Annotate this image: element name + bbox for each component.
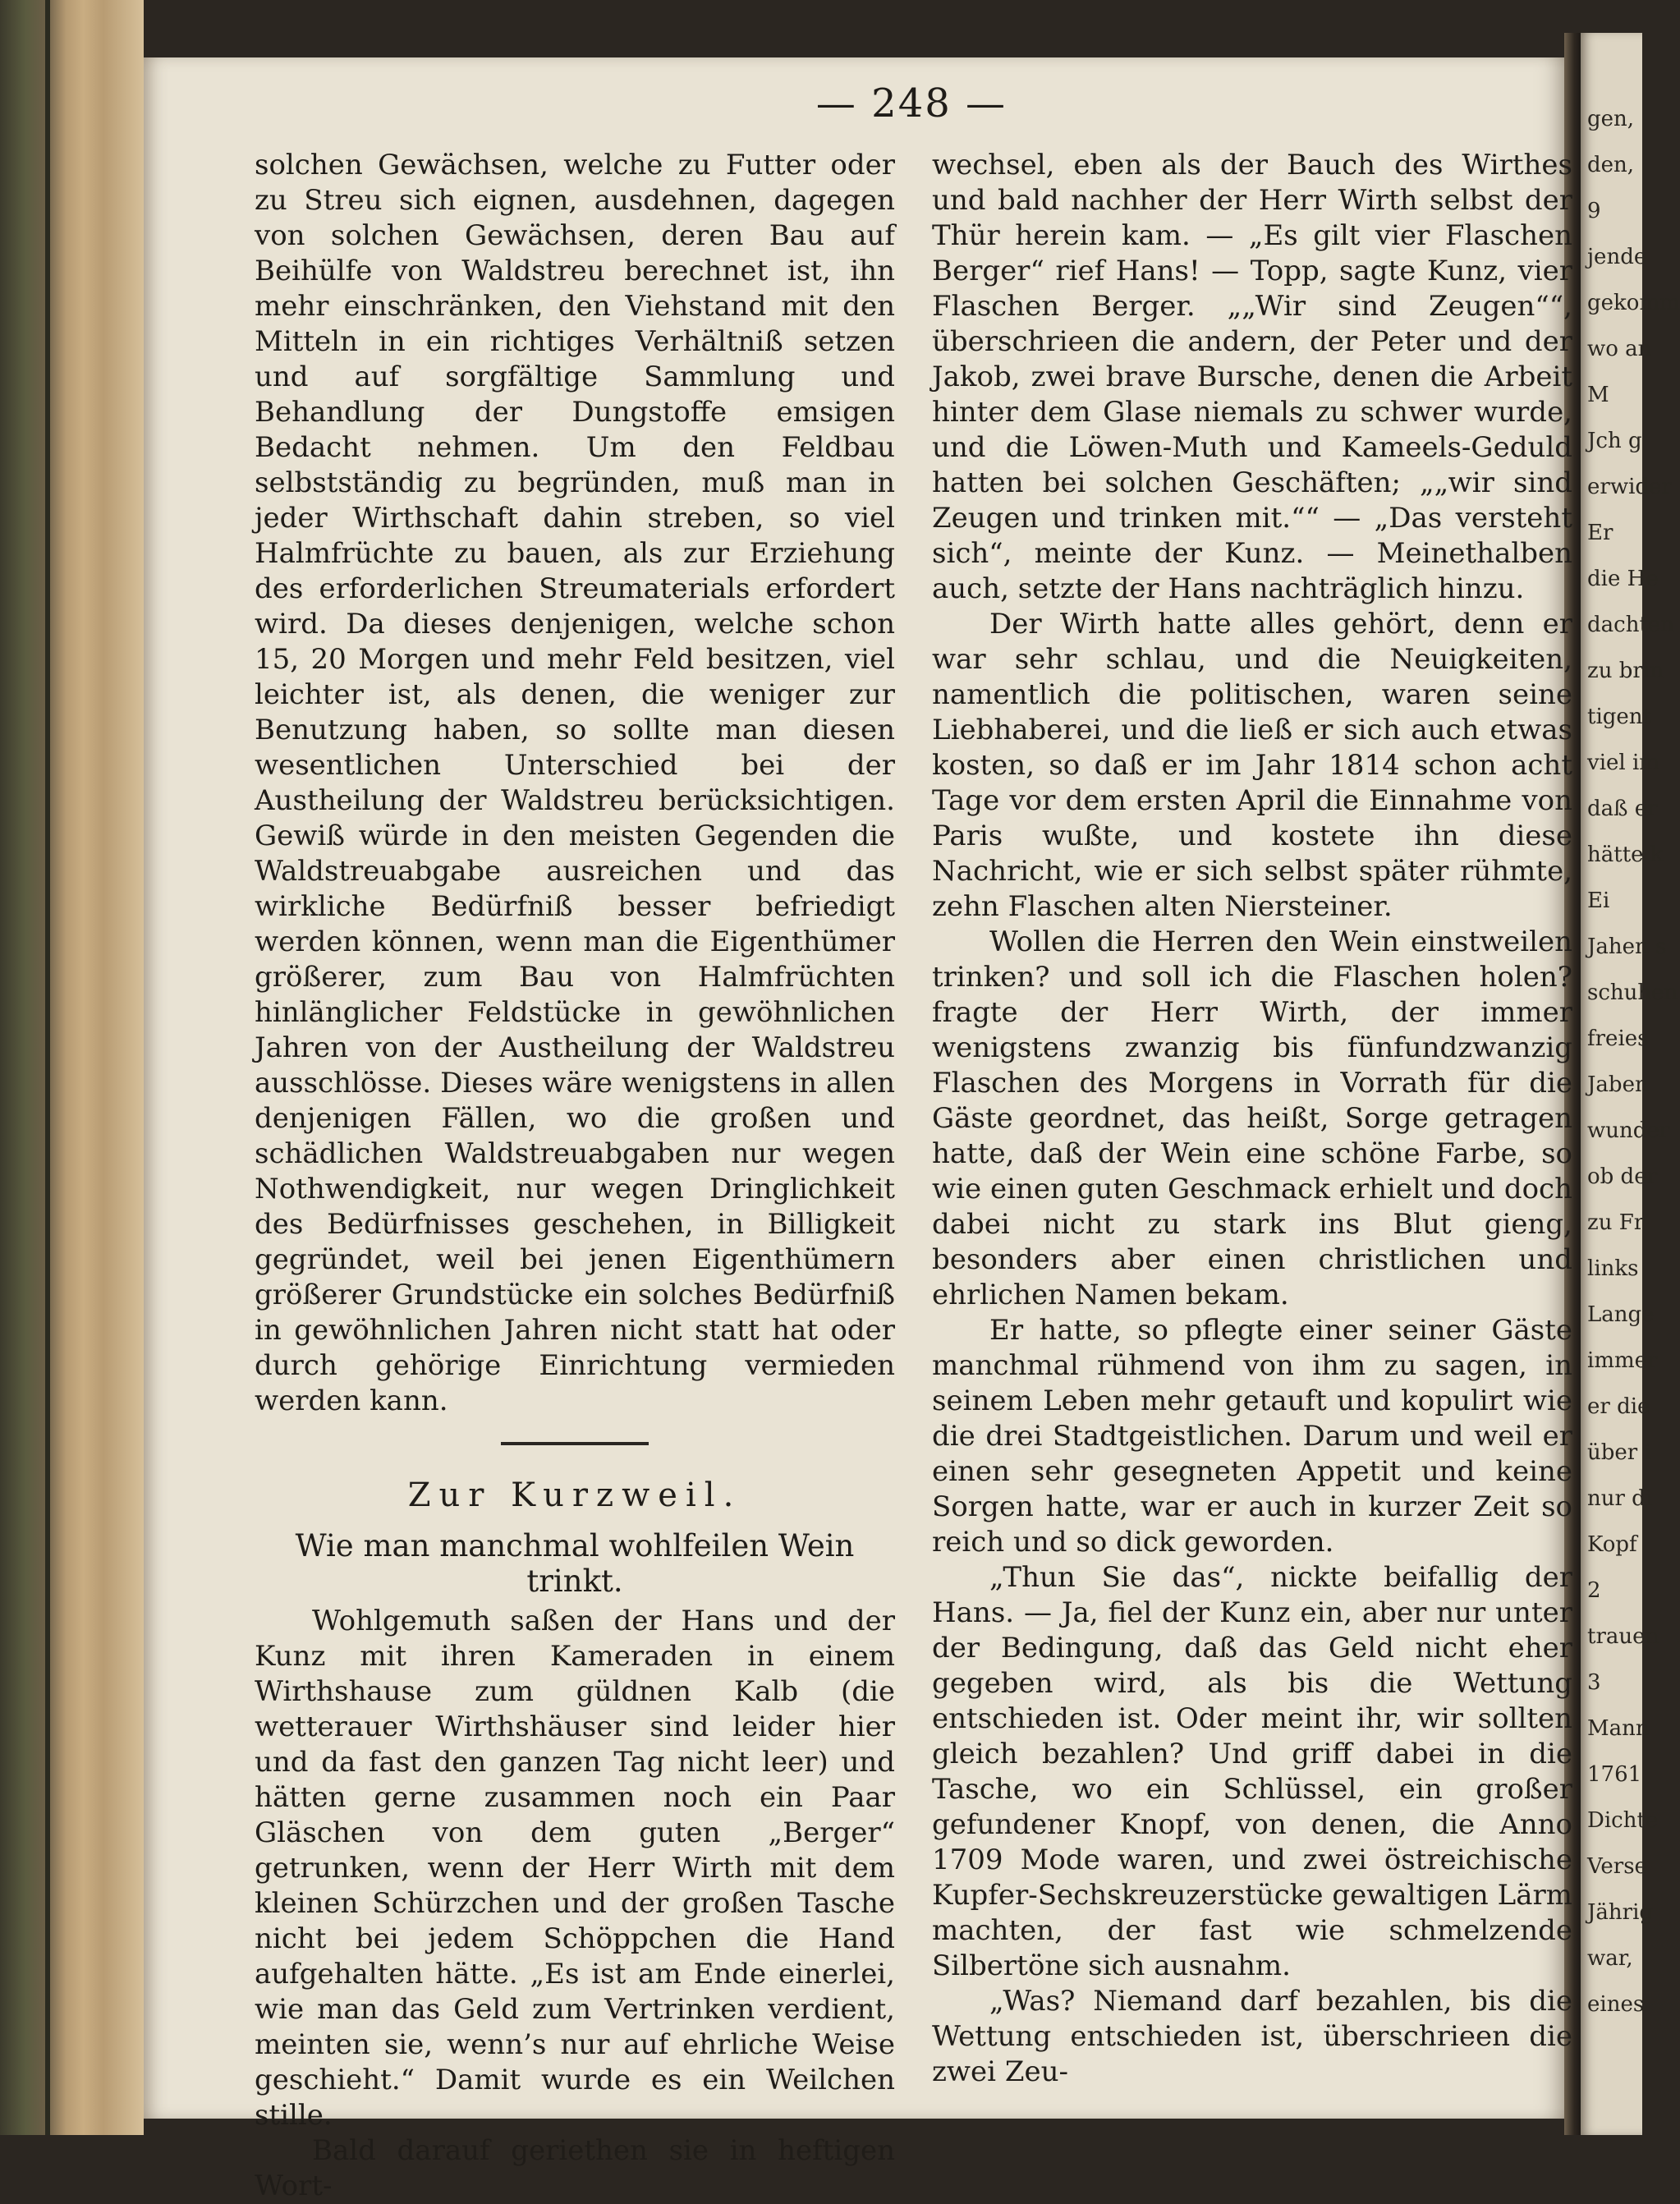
next-page-fragment: die He (1587, 567, 1659, 591)
next-page-fragment: Kopf (1587, 1532, 1637, 1557)
next-page-fragment: über i (1587, 1440, 1651, 1465)
next-page-fragment: Jch g (1587, 429, 1642, 453)
next-page-fragment: Er (1587, 521, 1613, 545)
paragraph: „Was? Niemand darf bezahlen, bis die Wettung entschieden ist, überschrieen die zwei Zeu- (932, 1985, 1572, 2088)
next-page-fragment: Lange (1587, 1302, 1655, 1327)
next-page-fragment: tigent (1587, 705, 1651, 729)
left-column (255, 148, 895, 2204)
paragraph: Bald darauf geriethen sie in heftigen Wort- (255, 2134, 895, 2202)
next-page-fragment: nur di (1587, 1486, 1653, 1511)
next-page-fragment: trauen (1587, 1624, 1659, 1649)
next-page-fragment: 9 (1587, 199, 1601, 223)
next-page-fragment: 1761 (1587, 1762, 1642, 1787)
next-page-fragment: wunder (1587, 1118, 1670, 1143)
paragraph: Wollen die Herren den Wein einstweilen trinken? und soll ich die Flaschen holen? fragte der Herr Wirth, der immer wenigstens zwanzig bis fünfundzwanzig Flaschen des Morgens in Vorrath für die Gäste geordnet, das heißt, Sorge getragen hatte, daß der Wein eine schöne Farbe, so wie einen guten Geschmack erhielt und doch dabei nicht zu stark ins Blut gieng, besonders aber einen christlichen und ehrlichen Namen bekam. (932, 925, 1572, 1311)
next-page-fragment: daß er (1587, 797, 1658, 821)
next-page-fragment: wo an (1587, 337, 1652, 361)
section-title: Zur Kurzweil. (407, 1476, 742, 1514)
next-page-fragment: viel im (1587, 751, 1659, 775)
next-page-fragment: er die (1587, 1394, 1650, 1419)
next-page-fragment: Mann (1587, 1716, 1650, 1741)
book-page-edges (0, 0, 144, 2135)
next-page-fragment: erwider (1587, 475, 1672, 499)
right-column (932, 148, 1572, 2090)
next-page-fragment: jende (1587, 245, 1647, 269)
section-divider (501, 1442, 649, 1445)
next-page-fragment: Dichte (1587, 1808, 1659, 1833)
next-page-fragment: 3 (1587, 1670, 1601, 1695)
next-page-fragment: eines (1587, 1992, 1645, 2017)
next-page-fragment: Verse (1587, 1854, 1647, 1879)
next-page-fragment: schuhen (1587, 980, 1678, 1005)
paragraph: solchen Gewächsen, welche zu Futter oder zu Streu sich eignen, ausdehnen, dagegen von solchen Gewächsen, deren Bau auf Beihülfe von Waldstreu berechnet ist, ihn mehr einschränken, den Viehstand mit den Mitteln in ein richtiges Verhältniß setzen und auf sorgfältige Sammlung und Behandlung der Dungstoffe emsigen Bedacht nehmen. Um den Feldbau selbstständig zu begründen, muß man in jeder Wirthschaft dahin streben, so viel Halmfrüchte zu bauen, als zur Erziehung des erforderlichen Streumaterials erfordert wird. Da dieses denjenigen, welche schon 15, 20 Morgen und mehr Feld besitzen, viel leichter ist, als denen, die weniger zur Benutzung haben, so sollte man diesen wesentlichen Unterschied bei der Austheilung der Waldstreu berücksichtigen. Gewiß würde in den meisten Gegenden die Waldstreuabgabe ausreichen und das wirkliche Bedürfniß besser befriedigt werden können, wenn man die Eigenthümer größerer, zum Bau von Halmfrüchten hinlänglicher Feldstücke in gewöhnlichen Jahren von der Austheilung der Waldstreu ausschlösse. Dieses wäre wenigstens in allen denjenigen Fällen, wo die großen und schädlichen Waldstreuabgaben nur wegen Nothwendigkeit, nur wegen Dringlichkeit des Bedürfnisses geschehen, in Billigkeit gegründet, weil bei jenen Eigenthümern größerer Grundstücke ein solches Bedürfniß in gewöhnlichen Jahren nicht statt hat oder durch gehörige Einrichtung vermieden werden kann. (255, 149, 895, 1417)
next-page-fragment: freies (1587, 1026, 1649, 1051)
next-page-fragment: hätte k (1587, 843, 1664, 867)
next-page-fragment: Jahen s (1587, 934, 1667, 959)
next-page-fragment: immer (1587, 1348, 1658, 1373)
next-page-fragment: 2 (1587, 1578, 1601, 1603)
next-page-fragment: zu brin (1587, 659, 1664, 683)
paragraph: wechsel, eben als der Bauch des Wirthes und bald nachher der Herr Wirth selbst der Thür herein kam. — „Es gilt vier Flaschen Berger“ rief Hans! — Topp, sagte Kunz, vier Flaschen Berger. „„Wir sind Zeugen““, überschrieen die andern, der Peter und der Jakob, zwei brave Bursche, denen die Arbeit hinter dem Glase niemals zu schwer wurde, und die Löwen-Muth und Kameels-Geduld hatten bei solchen Geschäften; „„wir sind Zeugen und trinken mit.““ — „Das versteht sich“, meinte der Kunz. — Meinethalben auch, setzte der Hans nachträglich hinzu. (932, 149, 1572, 605)
paragraph: Der Wirth hatte alles gehört, denn er war sehr schlau, und die Neuigkeiten, namentlich die politischen, waren seine Liebhaberei, und die ließ er sich auch etwas kosten, so daß er im Jahr 1814 schon acht Tage vor dem ersten April die Einnahme von Paris wußte, und kostete ihn diese Nachricht, wie er sich selbst später rühmte, zehn Flaschen alten Niersteiner. (932, 608, 1572, 923)
next-page-fragment: gen, (1587, 107, 1635, 131)
next-page-fragment: zu Fr (1587, 1210, 1645, 1235)
story-title: Wie man manchmal wohlfeilen Wein trinkt. (295, 1528, 855, 1599)
next-page-fragment: ob der (1587, 1164, 1658, 1189)
paragraph: Wohlgemuth saßen der Hans und der Kunz mit ihren Kameraden in einem Wirthshause zum güldnen Kalb (die wetterauer Wirthshäuser sind leider hier und da fast den ganzen Tag nicht leer) und hätten gerne zusammen noch ein Paar Gläschen von dem guten „Berger“ getrunken, wenn der Herr Wirth mit dem kleinen Schürzchen und der großen Tasche nicht bei jedem Schöppchen die Hand aufgehalten hätte. „Es ist am Ende einerlei, wie man das Geld zum Vertrinken verdient, meinten sie, wenn’s nur auf ehrliche Weise geschieht.“ Damit wurde es ein Weilchen stille. (255, 1605, 895, 2132)
next-page-fragment: Jaben (1587, 1072, 1649, 1097)
paragraph: „Thun Sie das“, nickte beifallig der Hans. — Ja, fiel der Kunz ein, aber nur unter der Bedingung, daß das Geld nicht eher gegeben wird, als bis die Wettung entschieden ist. Oder meint ihr, wir sollten gleich bezahlen? Und griff dabei in die Tasche, wo ein Schlüssel, ein großer gefundener Knopf, von denen, die Anno 1709 Mode waren, und zwei östreichische Kupfer-Sechskreuzerstücke gewaltigen Lärm machten, der fast wie schmelzende Silbertöne sich ausnahm. (932, 1561, 1572, 1982)
page-number: — 248 — (815, 80, 1008, 126)
next-page-fragment: war, (1587, 1946, 1633, 1971)
next-page-fragment: den, (1587, 153, 1635, 177)
next-page-fragment: Ei (1587, 888, 1610, 913)
next-page-fragment: M (1587, 383, 1609, 407)
next-page-fragment: dachten (1587, 613, 1675, 637)
next-page-margin (1581, 33, 1680, 2135)
next-page-fragment: gekomm (1587, 291, 1680, 315)
next-page-fragment: Jährig (1587, 1900, 1654, 1925)
next-page-fragment: links (1587, 1256, 1639, 1281)
paragraph: Er hatte, so pflegte einer seiner Gäste manchmal rühmend von ihm zu sagen, in seinem Leben mehr getauft und kopulirt wie die drei Stadtgeistlichen. Darum und weil er einen sehr gesegneten Appetit und keine Sorgen hatte, war er auch in kurzer Zeit so reich und so dick geworden. (932, 1314, 1572, 1559)
